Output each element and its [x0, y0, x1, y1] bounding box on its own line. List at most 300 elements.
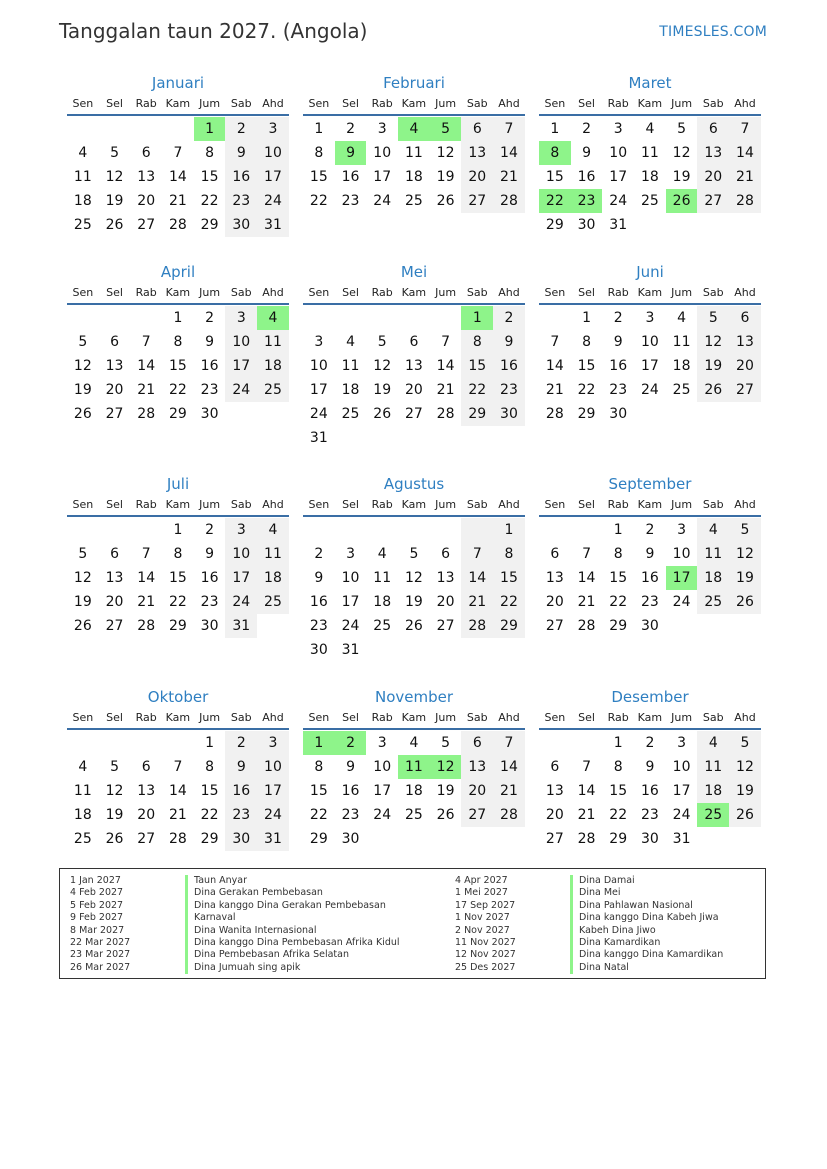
- day-cell: 21: [436, 382, 455, 398]
- holiday-date: 22 Mar 2027: [70, 936, 131, 948]
- day-cell: 7: [582, 546, 591, 562]
- day-grid: [539, 116, 761, 237]
- day-cell: 22: [200, 193, 219, 209]
- holiday-day-cell: 25: [697, 803, 729, 827]
- month-name: Januari: [151, 74, 205, 92]
- day-cell: 14: [436, 358, 455, 374]
- holiday-name: Kabeh Dina Jiwo: [570, 925, 656, 937]
- day-cell: 19: [404, 594, 423, 610]
- day-cell: 10: [672, 546, 691, 562]
- day-cell: 15: [609, 570, 628, 586]
- empty-cell: [99, 306, 131, 330]
- day-cell: 9: [645, 546, 655, 562]
- holiday-date: 11 Nov 2027: [455, 936, 516, 948]
- month-name: Desember: [611, 688, 689, 706]
- empty-cell: [366, 306, 398, 330]
- day-cell: 9: [645, 759, 655, 775]
- day-cell: 12: [105, 169, 124, 185]
- empty-cell: [130, 518, 162, 542]
- day-cell: 1: [173, 310, 183, 326]
- month-name: Oktober: [147, 688, 209, 706]
- empty-cell: [430, 306, 462, 330]
- empty-cell: [162, 731, 194, 755]
- day-cell: 25: [640, 193, 659, 209]
- weekday-label: Kam: [401, 711, 427, 724]
- legend-row: [70, 962, 370, 974]
- day-cell: 18: [640, 169, 659, 185]
- day-grid: [67, 116, 289, 237]
- weekday-label: Sen: [72, 97, 94, 110]
- weekday-label: Sen: [544, 286, 566, 299]
- day-cell: 31: [609, 217, 628, 233]
- weekday-label: Kam: [401, 498, 427, 511]
- day-cell: 3: [377, 121, 387, 137]
- weekday-label: Sen: [308, 498, 330, 511]
- day-cell: 1: [582, 310, 591, 326]
- day-cell: 8: [582, 334, 591, 350]
- day-cell: 21: [137, 594, 156, 610]
- day-cell: 7: [550, 334, 560, 350]
- day-cell: 8: [461, 330, 493, 354]
- day-cell: 22: [493, 590, 525, 614]
- weekday-label: Kam: [401, 97, 427, 110]
- holiday-name: Dina Natal: [570, 962, 629, 974]
- weekday-label: Sab: [230, 711, 252, 724]
- month-juli: [67, 473, 289, 638]
- day-cell: 17: [225, 566, 257, 590]
- weekday-header: [539, 708, 761, 730]
- day-cell: 21: [545, 382, 564, 398]
- weekday-label: Kam: [165, 711, 191, 724]
- weekday-label: Kam: [637, 498, 663, 511]
- empty-cell: [303, 518, 335, 542]
- day-cell: 8: [314, 759, 324, 775]
- weekday-label: Sel: [342, 286, 359, 299]
- weekday-label: Ahd: [498, 498, 520, 511]
- day-grid: [67, 517, 289, 638]
- day-cell: 18: [373, 594, 392, 610]
- day-cell: 4: [697, 731, 729, 755]
- weekday-label: Sen: [544, 711, 566, 724]
- day-cell: 22: [609, 807, 628, 823]
- day-cell: 15: [309, 783, 328, 799]
- day-cell: 27: [436, 618, 455, 634]
- day-cell: 18: [404, 783, 423, 799]
- holiday-date: 1 Nov 2027: [455, 912, 510, 924]
- month-mei: [303, 261, 525, 450]
- weekday-label: Sel: [106, 498, 123, 511]
- day-cell: 17: [640, 358, 659, 374]
- day-cell: 29: [168, 618, 187, 634]
- holiday-name: Dina Jumuah sing apik: [185, 962, 300, 974]
- day-grid: [539, 517, 761, 638]
- day-cell: 14: [168, 783, 187, 799]
- day-cell: 10: [373, 145, 392, 161]
- weekday-label: Rab: [371, 97, 393, 110]
- day-cell: 30: [609, 406, 628, 422]
- day-cell: 4: [409, 735, 419, 751]
- day-cell: 7: [141, 546, 151, 562]
- day-cell: 6: [550, 546, 560, 562]
- day-cell: 5: [377, 334, 387, 350]
- day-cell: 2: [645, 522, 655, 538]
- day-cell: 24: [257, 189, 289, 213]
- day-cell: 14: [137, 358, 156, 374]
- holiday-date: 12 Nov 2027: [455, 949, 516, 961]
- empty-cell: [366, 518, 398, 542]
- weekday-label: Jum: [435, 97, 457, 110]
- day-cell: 18: [672, 358, 691, 374]
- day-cell: 3: [677, 735, 687, 751]
- weekday-label: Kam: [637, 286, 663, 299]
- day-cell: 19: [436, 169, 455, 185]
- day-cell: 21: [168, 193, 187, 209]
- day-cell: 1: [493, 518, 525, 542]
- day-grid: [303, 517, 525, 662]
- day-cell: 6: [729, 306, 761, 330]
- day-cell: 17: [257, 165, 289, 189]
- weekday-label: Kam: [637, 97, 663, 110]
- holiday-day-cell: 8: [539, 141, 571, 165]
- day-cell: 12: [729, 542, 761, 566]
- day-cell: 8: [493, 542, 525, 566]
- day-cell: 15: [461, 354, 493, 378]
- day-cell: 28: [545, 406, 564, 422]
- day-grid: [303, 730, 525, 851]
- weekday-label: Jum: [435, 286, 457, 299]
- weekday-label: Ahd: [262, 498, 284, 511]
- month-november: [303, 686, 525, 851]
- day-cell: 26: [105, 831, 124, 847]
- day-cell: 31: [672, 831, 691, 847]
- day-cell: 4: [677, 310, 687, 326]
- day-cell: 19: [105, 807, 124, 823]
- empty-cell: [67, 306, 99, 330]
- weekday-header: [539, 283, 761, 305]
- day-cell: 14: [577, 570, 596, 586]
- holiday-name: Dina kanggo Dina Kamardikan: [570, 949, 723, 961]
- empty-cell: [67, 117, 99, 141]
- day-cell: 20: [545, 594, 564, 610]
- day-cell: 12: [73, 570, 92, 586]
- day-cell: 10: [341, 570, 360, 586]
- day-cell: 8: [613, 759, 623, 775]
- day-cell: 27: [461, 189, 493, 213]
- day-cell: 28: [729, 189, 761, 213]
- day-cell: 27: [137, 831, 156, 847]
- empty-cell: [571, 518, 603, 542]
- day-cell: 12: [105, 783, 124, 799]
- weekday-label: Sen: [72, 498, 94, 511]
- day-cell: 10: [257, 141, 289, 165]
- holiday-date: 4 Apr 2027: [455, 875, 508, 886]
- weekday-label: Sel: [578, 97, 595, 110]
- weekday-label: Ahd: [498, 711, 520, 724]
- holiday-name: Dina Mei: [570, 887, 621, 899]
- legend-row: [70, 899, 386, 912]
- day-cell: 21: [577, 807, 596, 823]
- day-cell: 29: [577, 406, 596, 422]
- weekday-label: Ahd: [498, 286, 520, 299]
- weekday-label: Jum: [671, 286, 693, 299]
- day-cell: 16: [341, 169, 360, 185]
- month-agustus: [303, 473, 525, 662]
- legend-row: [70, 936, 400, 949]
- day-cell: 20: [461, 779, 493, 803]
- day-cell: 14: [577, 783, 596, 799]
- day-cell: 1: [613, 522, 623, 538]
- day-grid: [303, 116, 525, 213]
- weekday-label: Sab: [466, 498, 488, 511]
- day-cell: 15: [493, 566, 525, 590]
- day-cell: 13: [729, 330, 761, 354]
- day-cell: 19: [672, 169, 691, 185]
- day-cell: 2: [314, 546, 324, 562]
- day-cell: 29: [461, 402, 493, 426]
- weekday-label: Rab: [607, 711, 629, 724]
- day-cell: 15: [168, 570, 187, 586]
- day-cell: 30: [577, 217, 596, 233]
- day-cell: 10: [373, 759, 392, 775]
- empty-cell: [130, 731, 162, 755]
- day-cell: 23: [225, 803, 257, 827]
- day-cell: 11: [404, 145, 423, 161]
- day-cell: 20: [436, 594, 455, 610]
- holiday-name: Dina kanggo Dina Gerakan Pembebasan: [185, 900, 386, 912]
- month-name: Maret: [628, 74, 672, 92]
- legend-row: [455, 949, 755, 961]
- day-cell: 4: [377, 546, 387, 562]
- holiday-name: Dina Pembebasan Afrika Selatan: [185, 949, 349, 961]
- day-cell: 3: [257, 117, 289, 141]
- day-cell: 27: [137, 217, 156, 233]
- empty-cell: [539, 306, 571, 330]
- holiday-date: 26 Mar 2027: [70, 961, 131, 973]
- day-cell: 7: [582, 759, 591, 775]
- day-cell: 23: [609, 382, 628, 398]
- day-cell: 16: [493, 354, 525, 378]
- weekday-label: Jum: [199, 286, 221, 299]
- day-cell: 24: [309, 406, 328, 422]
- day-cell: 9: [493, 330, 525, 354]
- day-cell: 11: [73, 783, 92, 799]
- day-cell: 12: [729, 755, 761, 779]
- day-cell: 5: [697, 306, 729, 330]
- weekday-label: Jum: [199, 711, 221, 724]
- day-cell: 13: [461, 755, 493, 779]
- day-cell: 25: [341, 406, 360, 422]
- weekday-label: Kam: [637, 711, 663, 724]
- day-cell: 14: [137, 570, 156, 586]
- day-cell: 10: [257, 755, 289, 779]
- day-cell: 24: [257, 803, 289, 827]
- legend-row: [455, 875, 755, 887]
- day-cell: 21: [577, 594, 596, 610]
- weekday-label: Rab: [135, 711, 157, 724]
- day-cell: 22: [309, 193, 328, 209]
- day-cell: 28: [493, 189, 525, 213]
- legend-row: [455, 900, 755, 912]
- weekday-label: Sel: [106, 97, 123, 110]
- month-name: November: [374, 688, 454, 706]
- weekday-label: Rab: [607, 97, 629, 110]
- day-cell: 23: [640, 594, 659, 610]
- weekday-label: Sab: [702, 97, 724, 110]
- month-name: April: [160, 263, 196, 281]
- holiday-date: 9 Feb 2027: [70, 912, 124, 924]
- day-cell: 4: [645, 121, 655, 137]
- holiday-day-cell: 9: [335, 141, 367, 165]
- weekday-label: Sen: [544, 97, 566, 110]
- day-cell: 14: [461, 566, 493, 590]
- day-cell: 21: [493, 165, 525, 189]
- day-cell: 27: [404, 406, 423, 422]
- weekday-label: Ahd: [734, 711, 756, 724]
- day-cell: 20: [697, 165, 729, 189]
- legend-row: [455, 962, 755, 974]
- day-cell: 10: [672, 759, 691, 775]
- day-cell: 20: [729, 354, 761, 378]
- day-cell: 26: [697, 378, 729, 402]
- day-cell: 6: [550, 759, 560, 775]
- day-cell: 18: [73, 193, 92, 209]
- weekday-label: Sen: [72, 286, 94, 299]
- weekday-label: Rab: [135, 286, 157, 299]
- day-cell: 26: [436, 807, 455, 823]
- day-cell: 9: [613, 334, 623, 350]
- day-cell: 11: [640, 145, 659, 161]
- day-cell: 16: [577, 169, 596, 185]
- day-cell: 7: [729, 117, 761, 141]
- day-cell: 4: [78, 759, 88, 775]
- day-cell: 7: [493, 731, 525, 755]
- weekday-label: Rab: [135, 97, 157, 110]
- month-maret: [539, 72, 761, 237]
- day-cell: 21: [137, 382, 156, 398]
- weekday-label: Rab: [371, 498, 393, 511]
- day-cell: 16: [309, 594, 328, 610]
- day-cell: 16: [341, 783, 360, 799]
- holiday-date: 23 Mar 2027: [70, 949, 131, 961]
- day-cell: 16: [640, 570, 659, 586]
- day-cell: 18: [73, 807, 92, 823]
- empty-cell: [130, 306, 162, 330]
- day-cell: 1: [550, 121, 560, 137]
- day-cell: 19: [729, 566, 761, 590]
- weekday-header: [539, 94, 761, 116]
- holiday-date: 5 Feb 2027: [70, 899, 124, 911]
- day-cell: 5: [110, 145, 119, 161]
- day-cell: 12: [672, 145, 691, 161]
- day-cell: 30: [640, 831, 659, 847]
- empty-cell: [335, 518, 367, 542]
- weekday-label: Sel: [578, 711, 595, 724]
- weekday-label: Sen: [308, 711, 330, 724]
- day-cell: 17: [672, 783, 691, 799]
- empty-cell: [398, 518, 430, 542]
- holiday-date: 1 Mei 2027: [455, 887, 508, 899]
- day-cell: 31: [257, 827, 289, 851]
- day-cell: 17: [609, 169, 628, 185]
- day-cell: 19: [436, 783, 455, 799]
- day-cell: 23: [225, 189, 257, 213]
- day-cell: 5: [441, 735, 451, 751]
- day-cell: 19: [729, 779, 761, 803]
- weekday-header: [303, 283, 525, 305]
- empty-cell: [461, 518, 493, 542]
- day-cell: 30: [309, 642, 328, 658]
- day-cell: 6: [461, 731, 493, 755]
- day-cell: 19: [105, 193, 124, 209]
- legend-row: [70, 912, 370, 924]
- empty-cell: [67, 518, 99, 542]
- day-cell: 9: [582, 145, 591, 161]
- day-cell: 5: [409, 546, 419, 562]
- month-september: [539, 473, 761, 638]
- day-cell: 12: [436, 145, 455, 161]
- day-cell: 25: [73, 217, 92, 233]
- page-title: Tanggalan taun 2027. (Angola): [59, 19, 368, 43]
- day-cell: 25: [672, 382, 691, 398]
- day-cell: 18: [257, 566, 289, 590]
- legend-row: [455, 925, 755, 937]
- day-cell: 21: [461, 590, 493, 614]
- holiday-day-cell: 17: [666, 566, 698, 590]
- legend-row: [455, 912, 755, 924]
- day-cell: 25: [404, 807, 423, 823]
- holiday-day-cell: 1: [461, 306, 493, 330]
- day-cell: 25: [73, 831, 92, 847]
- weekday-label: Ahd: [262, 286, 284, 299]
- day-cell: 19: [697, 354, 729, 378]
- day-cell: 2: [225, 117, 257, 141]
- day-cell: 8: [613, 546, 623, 562]
- legend-row: [70, 875, 370, 887]
- day-cell: 28: [577, 618, 596, 634]
- day-cell: 24: [341, 618, 360, 634]
- day-cell: 16: [225, 165, 257, 189]
- day-cell: 9: [225, 141, 257, 165]
- day-cell: 20: [461, 165, 493, 189]
- day-cell: 20: [404, 382, 423, 398]
- weekday-label: Sel: [342, 97, 359, 110]
- month-april: [67, 261, 289, 426]
- day-cell: 29: [200, 217, 219, 233]
- day-cell: 16: [200, 358, 219, 374]
- day-cell: 16: [200, 570, 219, 586]
- holiday-name: Dina kanggo Dina Kabeh Jiwa: [570, 912, 719, 924]
- day-cell: 30: [225, 213, 257, 237]
- day-cell: 27: [545, 618, 564, 634]
- day-cell: 6: [141, 759, 151, 775]
- day-cell: 4: [346, 334, 355, 350]
- day-cell: 15: [609, 783, 628, 799]
- day-cell: 26: [373, 406, 392, 422]
- weekday-label: Jum: [435, 711, 457, 724]
- day-cell: 30: [200, 406, 219, 422]
- day-cell: 3: [377, 735, 387, 751]
- weekday-label: Jum: [199, 97, 221, 110]
- day-cell: 22: [577, 382, 596, 398]
- day-cell: 28: [168, 217, 187, 233]
- day-cell: 20: [137, 193, 156, 209]
- weekday-label: Kam: [165, 498, 191, 511]
- day-cell: 11: [672, 334, 691, 350]
- day-cell: 22: [168, 594, 187, 610]
- brand-link[interactable]: TIMESLES.COM: [659, 24, 767, 40]
- weekday-label: Sab: [702, 711, 724, 724]
- weekday-label: Jum: [435, 498, 457, 511]
